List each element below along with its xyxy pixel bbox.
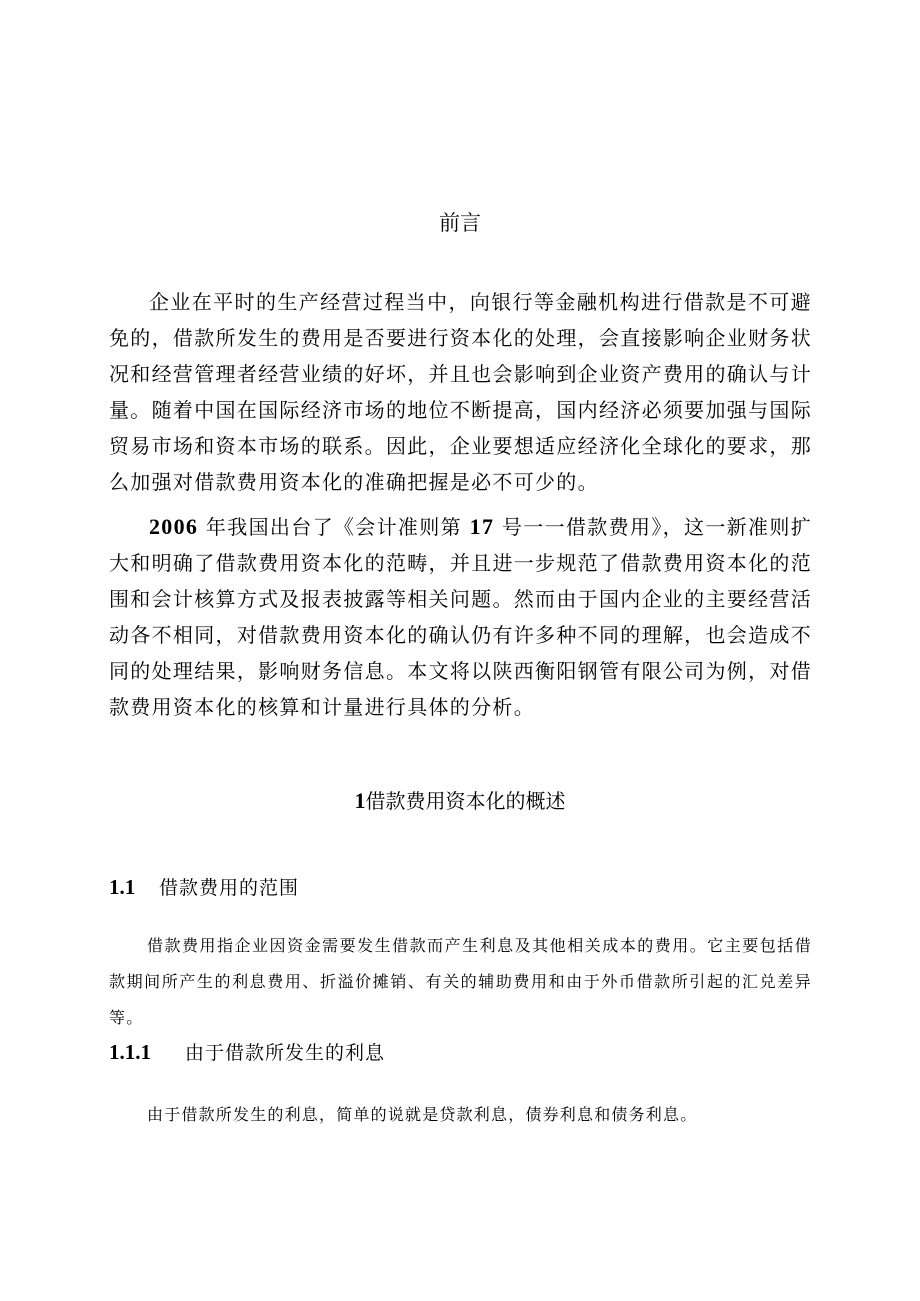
section-number: 1.1.1 [109,1040,151,1064]
chapter-title: 借款费用资本化的概述 [365,789,566,813]
standard-number: 17 [469,514,495,539]
section-title: 借款费用的范围 [159,877,300,899]
chapter-number: 1 [354,788,366,813]
chapter-1-heading [0,786,920,816]
preface-paragraph-2 [109,509,812,725]
section-1-1-body: 借款费用指企业因资金需要发生借款而产生利息及其他相关成本的费用。它主要包括借款期间所产生的利息费用、折溢价摊销、有关的辅助费用和由于外币借款所引起的汇兑差异等。 [109,936,812,1027]
section-1-1-1-body: 由于借款所发生的利息，简单的说就是贷款利息，债券利息和债务利息。 [147,1105,698,1124]
paragraph-text: 号一一借款费用》，这一新准则扩大和明确了借款费用资本化的范畴，并且进一步规范了借款费用资本化的范围和会计核算方式及报表披露等相关问题。然而由于国内企业的主要经营活动各不相同，对借款费用资本化的确认仍有许多种不同的理解，也会造成不同的处理结果，影响财务信息。本文将以陕西衡阳钢管有限公司为例，对借款费用资本化的核算和计量进行具体的分析。 [109,515,812,719]
preface-paragraph-1: 企业在平时的生产经营过程当中，向银行等金融机构进行借款是不可避免的，借款所发生的费用是否要进行资本化的处理，会直接影响企业财务状况和经营管理者经营业绩的好坏，并且也会影响到企业资产费用的确认与计量。随着中国在国际经济市场的地位不断提高，国内经济必须要加强与国际贸易市场和资本市场的联系。因此，企业要想适应经济化全球化的要求，那么加强对借款费用资本化的准确把握是必不可少的。 [109,290,812,494]
section-title: 由于借款所发生的利息 [185,1042,386,1064]
preface-title: 前言 [439,211,481,235]
paragraph-text: 年我国出台了《会计准则第 [198,515,470,539]
section-1-1-heading [109,872,299,903]
section-number: 1.1 [109,875,136,899]
year-number: 2006 [149,514,199,539]
section-1-1-1-heading [109,1037,385,1068]
